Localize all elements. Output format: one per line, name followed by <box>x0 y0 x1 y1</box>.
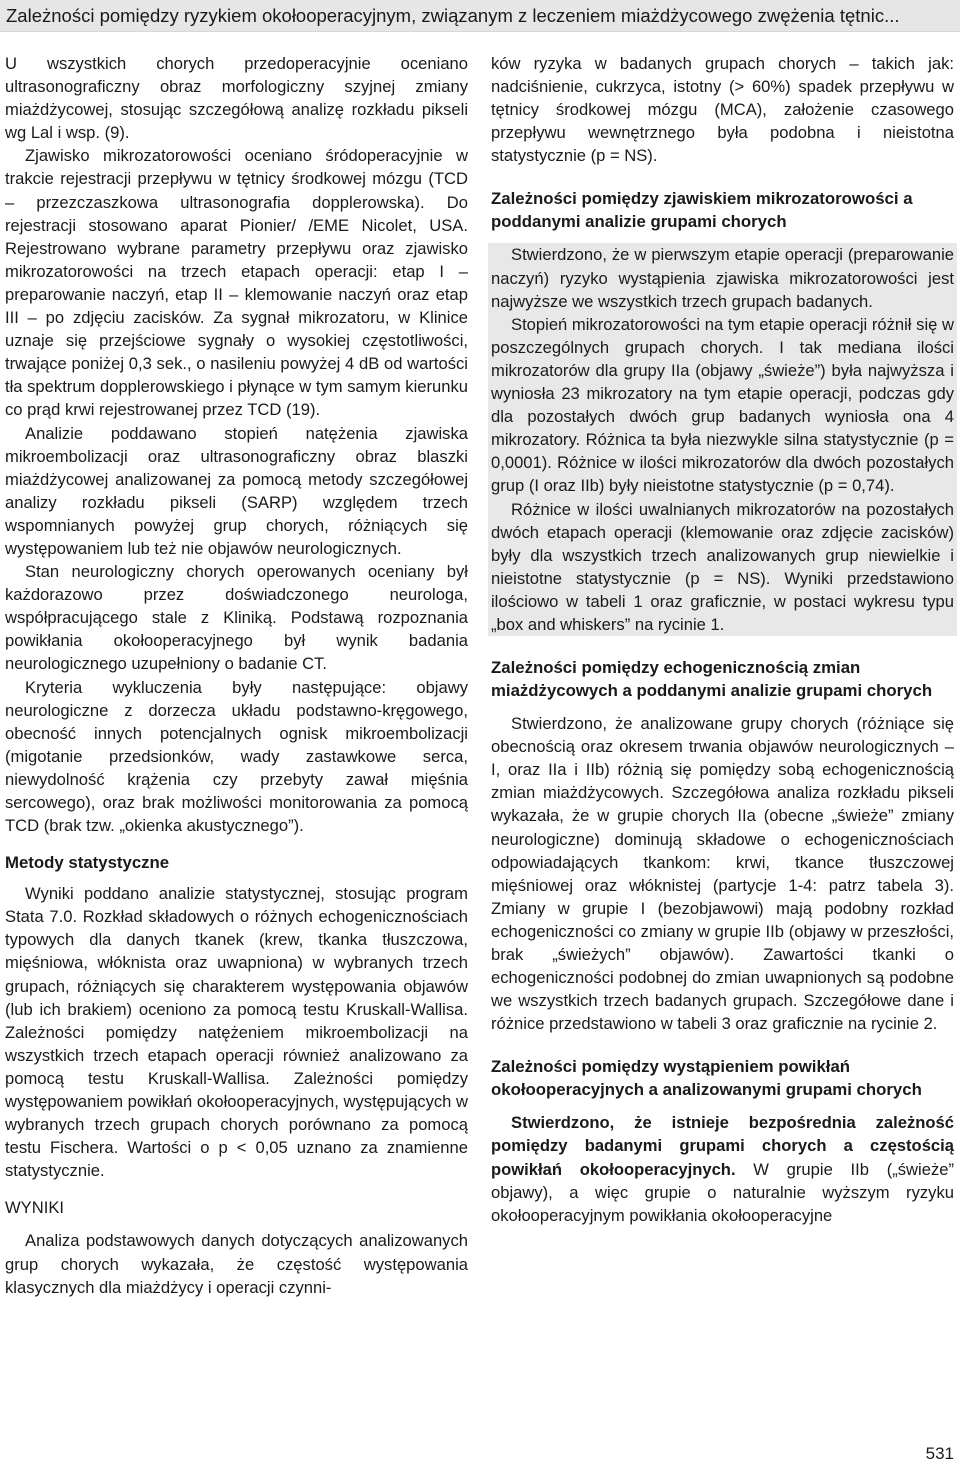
paragraph: U wszystkich chorych przedoperacyjnie oceniano ultrasonograficzny obraz morfologiczny szyjnej zmiany miażdżycowej, stosując szczegółową analizę rozkładu pikseli wg Lal i wsp. (9). <box>5 54 468 143</box>
running-title: Zależności pomiędzy ryzykiem okołooperacyjnym, związanym z leczeniem miażdżycowego zwężenia tętnic... <box>6 5 900 26</box>
paragraph: Stwierdzono, że w pierwszym etapie operacji (preparowanie naczyń) ryzyko wystąpienia zjawiska mikrozatorowości jest najwyższe we wszystkich trzech grupach badanych. <box>491 245 954 311</box>
paragraph: Kryteria wykluczenia były następujące: objawy neurologiczne z dorzecza układu podstawno-kręgowego, obecność innych potencjalnych ognisk mikroembolizacji (migotanie przedsionków, wady zastawkowe serca, niewydolność krążenia czy przebyty zawał mięśnia sercowego), oraz brak możliwości monitorowania za pomocą TCD (brak tzw. „okienka akustycznego”). <box>5 677 468 836</box>
paragraph-continuation: W grupie IIb („świeże” objawy), a więc grupie o naturalnie wyższym ryzyku okołooperacyjnym powikłania okołooperacyjne <box>491 1159 954 1225</box>
section-heading: Zależności pomiędzy wystąpieniem powikłań okołooperacyjnych a analizowanymi grupami chorych <box>491 1057 922 1100</box>
highlighted-block <box>488 243 957 636</box>
paragraph: Stwierdzono, że analizowane grupy chorych (różniące się obecnością oraz okresem trwania objawów neurologicznych – I, oraz IIa i IIb) różnią się pomiędzy sobą echogenicznością zmian miażdżycowych. Szczegółowa analiza rozkładu pikseli wykazała, że w grupie chorych IIa (obecne „świeże” zmiany neurologiczne) dominują składowe o echogenicznościach odpowiadających tkankom: krwi, tkance tłuszczowej mięśniowej oraz włóknistej (partycje 1-4: patrz tabela 3). Zmiany w grupie I (bezobjawowi) mają podobny rozkład echogeniczności co zmiany w grupie IIb (objawy w przeszłości, brak „świeżych” objawów). Zawartości tkanki o echogeniczności podobnej do zmian uwapnionych są podobne we wszystkich trzech badanych grupach. Szczegółowe dane i różnice przedstawiono w tabeli 3 oraz graficznie na rycinie 2. <box>491 714 954 1034</box>
page-number: 531 <box>925 1444 954 1463</box>
section-heading: Zależności pomiędzy zjawiskiem mikrozatorowości a poddanymi analizie grupami chorych <box>491 189 913 232</box>
section-heading: WYNIKI <box>5 1198 65 1218</box>
paragraph: Stopień mikrozatorowości na tym etapie operacji różnił się w poszczególnych grupach chorych. I tak mediana ilości mikrozatorów dla grupy IIa (objawy „świeże”) była najwyższa i wyniosła 23 mikrozatory na tym etapie operacji, podczas gdy dla pozostałych dwóch grup badanych wyniosła ona 4 mikrozatory. Różnica ta była niezwykle silna statystycznie (p = 0,0001). Różnice w ilości mikrozatorów dla dwóch pozostałych grup (I oraz IIb) były nieistotne statystycznie (p = 0,74). <box>491 314 954 496</box>
section-heading: Metody statystyczne <box>5 853 170 873</box>
paragraph: Wyniki poddano analizie statystycznej, stosując program Stata 7.0. Rozkład składowych o różnych echogenicznościach typowych dla danych tkanek (krew, tkanka tłuszczowa, mięśniowa, włóknista oraz uwapniona) w wybranych trzech grupach, różniących się charakterem występowania objawów (lub ich brakiem) oceniono za pomocą testu Kruskall-Wallisa. Zależności pomiędzy natężeniem mikroembolizacji na wszystkich trzech etapach operacji również analizowano za pomocą testu Kruskall-Wallisa. Zależności pomiędzy występowaniem powikłań okołooperacyjnych, występujących w wybranych trzech grupach chorych porównano za pomocą testu Fischera. Wartości o p < 0,05 uznano za znamienne statystycznie. <box>5 884 469 1181</box>
running-header <box>0 0 960 32</box>
right-column <box>491 52 954 1227</box>
section-heading: Zależności pomiędzy echogenicznością zmian miażdżycowych a poddanymi analizie grupami chorych <box>491 658 933 701</box>
paragraph: Analizie poddawano stopień natężenia zjawiska mikroembolizacji oraz ultrasonograficzny obraz blaszki miażdżycowej analizowanej za pomocą metody szczegółowej analizy rozkładu pikseli (SARP) względem trzech wspomnianych powyżej grup chorych, różniących się występowaniem lub też nie objawów neurologicznych. <box>5 423 468 558</box>
paragraph: Różnice w ilości uwalnianych mikrozatorów na pozostałych dwóch etapach operacji (klemowanie oraz zdjęcie zacisków) były dla wszystkich trzech analizowanych grup niewielkie i nieistotne statystycznie (p = NS). Wyniki przedstawiono ilościowo w tabeli 1 oraz graficznie, w postaci wykresu typu „box and whiskers” na rycinie 1. <box>491 499 954 634</box>
paragraph: Analiza podstawowych danych dotyczących analizowanych grup chorych wykazała, że częstość występowania klasycznych dla miażdżycy i operacji czynni- <box>5 1231 468 1297</box>
paragraph: Zjawisko mikrozatorowości oceniano śródoperacyjnie w trakcie rejestracji przepływu w tętnicy środkowej mózgu (TCD – przezczaszkowa ultrasonografia dopplerowska). Do rejestracji stosowano aparat Pionier/ /EME Nicolet, USA. Rejestrowano wybrane parametry przepływu oraz zjawisko mikrozatorowości na trzech etapach operacji: etap I – preparowanie naczyń, etap II – klemowanie naczyń oraz etap III – po zdjęciu zacisków. Za sygnał mikrozatoru, w Klinice uznaje się przejściowe sygnały o wysokiej częstotliwości, trwające poniżej 0,3 sek., o nasileniu powyżej 4 dB od wartości tła spektrum dopplerowskiego i płynące w tym samym kierunku co prąd krwi rejestrowanej przez TCD (19). <box>5 146 468 420</box>
paragraph: Stan neurologiczny chorych operowanych oceniany był każdorazowo przez doświadczonego neurologa, współpracującego stale z Kliniką. Podstawą rozpoznania powikłania okołooperacyjnego był wynik badania neurologicznego uzupełniony o badanie CT. <box>5 562 468 674</box>
bold-finding: Stwierdzono, że istnieje bezpośrednia zależność pomiędzy badanymi grupami chorych a częstością powikłań okołooperacyjnych. <box>491 1113 954 1179</box>
paragraph <box>491 1111 954 1226</box>
paragraph: ków ryzyka w badanych grupach chorych – takich jak: nadciśnienie, cukrzyca, istotny (> 60%) spadek przepływu w tętnicy środkowej mózgu (MCA), założenie czasowego przepływu wewnętrznego była podobna i nieistotna statystycznie (p = NS). <box>491 54 954 166</box>
left-column <box>5 52 468 1299</box>
